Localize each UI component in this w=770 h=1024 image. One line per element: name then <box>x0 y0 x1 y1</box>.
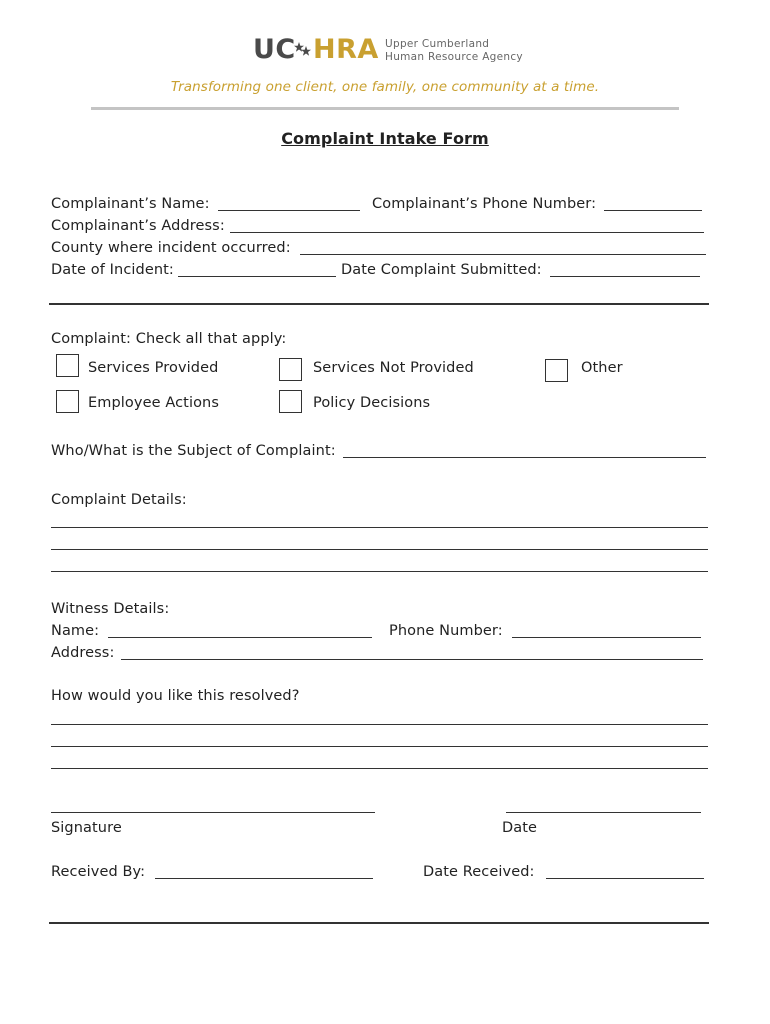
county-field[interactable] <box>300 254 706 255</box>
county-label: County where incident occurred: <box>51 240 291 256</box>
complainant-address-field[interactable] <box>230 232 704 233</box>
witness-heading: Witness Details: <box>51 601 170 617</box>
complainant-name-label: Complainant’s Name: <box>51 196 210 212</box>
complaint-details-line[interactable] <box>51 549 708 550</box>
policy-decisions-label: Policy Decisions <box>313 395 431 411</box>
complainant-address-label: Complainant’s Address: <box>51 218 225 234</box>
header-divider <box>91 107 679 110</box>
date-submitted-label: Date Complaint Submitted: <box>341 262 542 278</box>
date-submitted-field[interactable] <box>550 276 700 277</box>
signature-field[interactable] <box>51 812 375 813</box>
resolution-label: How would you like this resolved? <box>51 688 300 704</box>
footer-divider <box>49 922 709 924</box>
policy-decisions-checkbox[interactable] <box>279 390 302 413</box>
witness-address-label: Address: <box>51 645 115 661</box>
services-not-provided-checkbox[interactable] <box>279 358 302 381</box>
witness-name-field[interactable] <box>108 637 372 638</box>
complaint-details-line[interactable] <box>51 571 708 572</box>
resolution-line[interactable] <box>51 746 708 747</box>
tagline: Transforming one client, one family, one community at a time. <box>170 79 600 95</box>
services-provided-checkbox[interactable] <box>56 354 79 377</box>
services-not-provided-label: Services Not Provided <box>313 360 474 376</box>
witness-address-field[interactable] <box>121 659 703 660</box>
form-title: Complaint Intake Form <box>281 129 489 148</box>
complaint-details-line[interactable] <box>51 527 708 528</box>
subject-label: Who/What is the Subject of Complaint: <box>51 443 336 459</box>
date-of-incident-label: Date of Incident: <box>51 262 174 278</box>
star-icon <box>293 41 313 59</box>
complaint-heading: Complaint: Check all that apply: <box>51 331 287 347</box>
received-by-label: Received By: <box>51 864 146 880</box>
subject-field[interactable] <box>343 457 706 458</box>
witness-phone-field[interactable] <box>512 637 701 638</box>
section-divider <box>49 303 709 305</box>
date-received-label: Date Received: <box>423 864 535 880</box>
employee-actions-label: Employee Actions <box>88 395 219 411</box>
date-label: Date <box>502 820 538 836</box>
date-of-incident-field[interactable] <box>178 276 336 277</box>
date-received-field[interactable] <box>546 878 704 879</box>
org-name-line1: Upper Cumberland <box>385 38 490 50</box>
services-provided-label: Services Provided <box>88 360 219 376</box>
other-label: Other <box>581 360 623 376</box>
resolution-line[interactable] <box>51 724 708 725</box>
employee-actions-checkbox[interactable] <box>56 390 79 413</box>
received-by-field[interactable] <box>155 878 373 879</box>
logo-uc-text: UC <box>253 34 296 65</box>
signature-date-field[interactable] <box>506 812 701 813</box>
complainant-name-field[interactable] <box>218 210 360 211</box>
signature-label: Signature <box>51 820 122 836</box>
witness-phone-label: Phone Number: <box>389 623 503 639</box>
logo-hra-text: HRA <box>313 34 379 65</box>
complainant-phone-label: Complainant’s Phone Number: <box>372 196 597 212</box>
complainant-phone-field[interactable] <box>604 210 702 211</box>
org-name-line2: Human Resource Agency <box>385 51 523 63</box>
other-checkbox[interactable] <box>545 359 568 382</box>
witness-name-label: Name: <box>51 623 100 639</box>
resolution-line[interactable] <box>51 768 708 769</box>
complaint-details-label: Complaint Details: <box>51 492 187 508</box>
